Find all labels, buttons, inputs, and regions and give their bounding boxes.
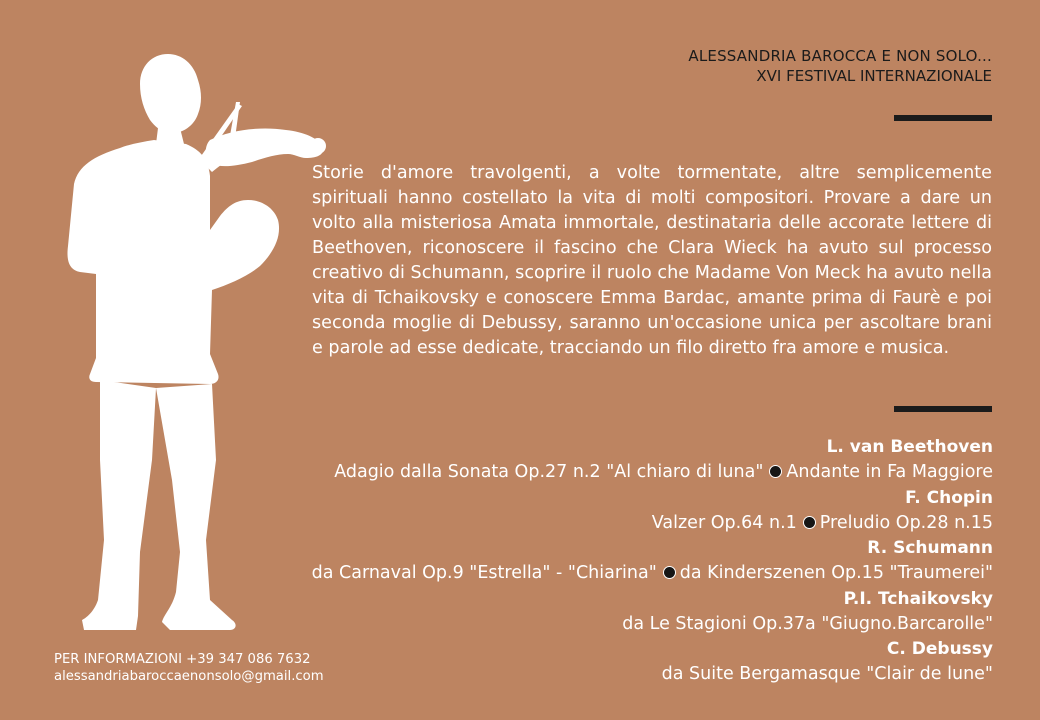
pieces-tchaikovsky — [312, 612, 993, 638]
description-paragraph: Storie d'amore travolgenti, a volte tormentate, altre semplicemente spirituali hanno costellato la vita di molti compositori. Provare a dare un volto alla misteriosa Amata immortale, destinataria delle accorate lettere di Beethoven, riconoscere il fascino che Clara Wieck ha avuto sul processo creativo di Schumann, scoprire il ruolo che Madame Von Meck ha avuto nella vita di Tchaikovsky e conoscere Emma Bardac, amante prima di Faurè e poi seconda moglie di Debussy, saranno un'occasione unica per ascoltare brani e parole ad esse dedicate, tracciando un filo diretto fra amore e musica. — [312, 163, 992, 358]
violinist-silhouette-icon — [60, 40, 340, 640]
contact-phone: PER INFORMAZIONI +39 347 086 7632 — [54, 652, 311, 667]
piece: Preludio Op.28 n.15 — [819, 512, 993, 533]
piece: Valzer Op.64 n.1 — [651, 512, 797, 533]
divider-top — [894, 115, 992, 121]
piece: da Carnaval Op.9 "Estrella" - "Chiarina" — [311, 563, 657, 583]
pieces-chopin — [312, 511, 993, 537]
pieces-schumann — [312, 561, 993, 587]
piece: da Kinderszenen Op.15 "Traumerei" — [679, 563, 993, 583]
concert-program — [312, 435, 993, 688]
contact-info — [54, 651, 324, 685]
bullet-dot-icon — [769, 465, 782, 478]
composer-schumann: R. Schumann — [867, 538, 993, 558]
festival-header — [688, 46, 992, 86]
festival-subtitle: XVI FESTIVAL INTERNAZIONALE — [756, 67, 992, 85]
bullet-dot-icon — [663, 566, 676, 579]
pieces-debussy — [312, 662, 993, 688]
contact-email[interactable]: alessandriabaroccaenonsolo@gmail.com — [54, 669, 324, 684]
piece: da Le Stagioni Op.37a "Giugno.Barcarolle" — [622, 613, 993, 634]
composer-beethoven: L. van Beethoven — [826, 437, 993, 457]
pieces-beethoven — [312, 460, 993, 486]
divider-bottom — [894, 406, 992, 412]
composer-tchaikovsky: P.I. Tchaikovsky — [843, 588, 993, 609]
piece: Andante in Fa Maggiore — [786, 462, 993, 482]
bullet-dot-icon — [803, 516, 816, 529]
piece: Adagio dalla Sonata Op.27 n.2 "Al chiaro di luna" — [334, 462, 764, 482]
composer-chopin: F. Chopin — [905, 487, 993, 508]
composer-debussy: C. Debussy — [886, 639, 993, 659]
piece: da Suite Bergamasque "Clair de lune" — [661, 664, 993, 684]
festival-title: ALESSANDRIA BAROCCA E NON SOLO... — [688, 47, 992, 65]
